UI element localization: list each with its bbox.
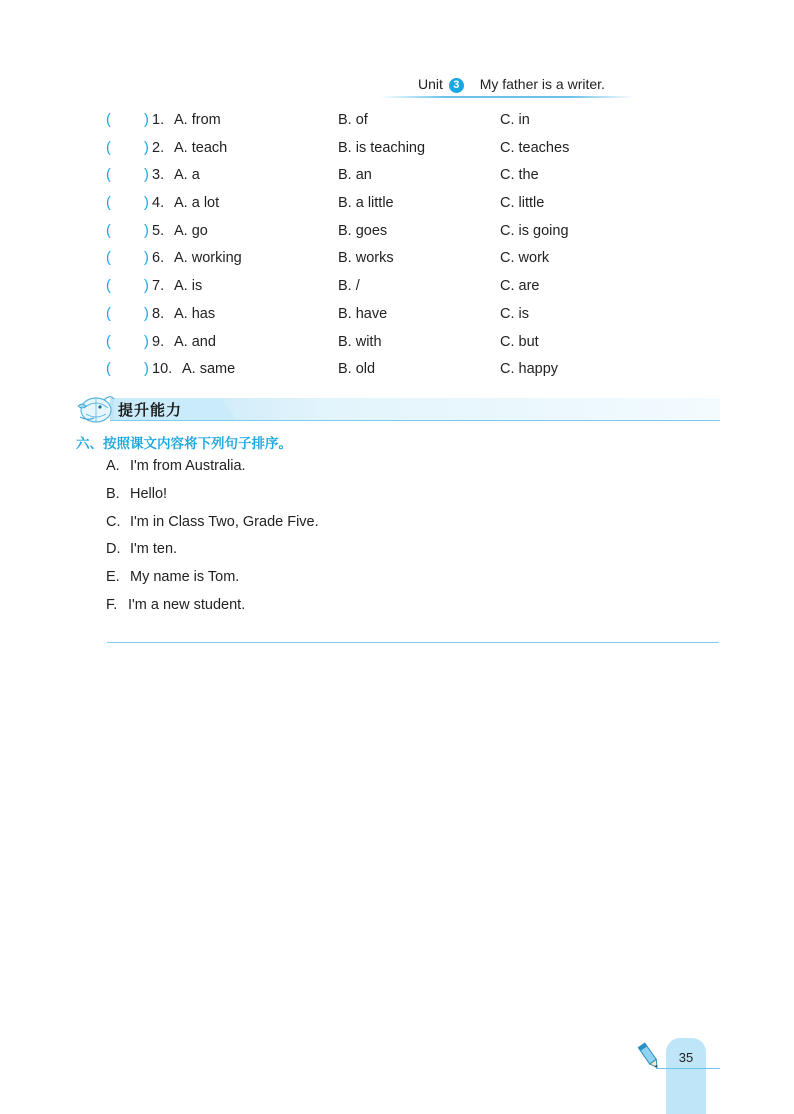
option-b: B. with	[338, 333, 382, 350]
question-number: 9.	[152, 333, 165, 350]
option-b: B. a little	[338, 195, 394, 212]
question-row	[106, 193, 726, 221]
answer-paren-right: )	[144, 167, 149, 184]
sentence-letter: D.	[106, 541, 121, 558]
unit-word: Unit	[418, 76, 443, 92]
question-row	[106, 138, 726, 166]
page-header	[380, 74, 635, 98]
section-title: 提升能力	[118, 401, 183, 419]
option-c: C. are	[500, 278, 540, 295]
option-b: B. an	[338, 167, 372, 184]
question-row	[106, 276, 726, 304]
sentence-text: I'm a new student.	[128, 596, 246, 613]
question-number: 6.	[152, 250, 165, 267]
answer-paren-left: (	[106, 333, 111, 350]
question-number: 1.	[152, 112, 165, 128]
option-a: A. is	[174, 278, 203, 295]
answer-paren-left: (	[106, 361, 111, 378]
unit-title: My father is a writer.	[479, 76, 605, 92]
question-number: 7.	[152, 278, 165, 295]
question-row	[106, 248, 726, 276]
footer-rule	[656, 1068, 720, 1069]
answer-paren-left: (	[106, 305, 111, 322]
option-a: A. from	[174, 112, 221, 128]
sentence-text: Hello!	[130, 485, 168, 502]
question-number: 3.	[152, 167, 165, 184]
option-a: A. has	[174, 305, 216, 322]
option-c: C. work	[500, 250, 550, 267]
option-c: C. is going	[500, 222, 569, 239]
sentence-letter: F.	[106, 596, 118, 613]
option-b: B. /	[338, 278, 360, 295]
option-c: C. but	[500, 333, 539, 350]
unit-number-badge: 3	[449, 78, 464, 93]
sentence-letter: B.	[106, 485, 120, 502]
answer-paren-left: (	[106, 222, 111, 239]
option-c: C. is	[500, 305, 529, 322]
sentence-letter: E.	[106, 569, 120, 586]
answer-line	[107, 642, 719, 643]
answer-paren-left: (	[106, 195, 111, 212]
option-b: B. goes	[338, 222, 388, 239]
option-b: B. have	[338, 305, 388, 322]
sentence-text: I'm in Class Two, Grade Five.	[130, 513, 319, 530]
option-b: B. of	[338, 112, 368, 128]
list-item	[106, 458, 319, 486]
exercise-instruction: 六、按照课文内容将下列句子排序。	[76, 436, 292, 452]
question-number: 2.	[152, 139, 165, 156]
sentence-list	[106, 458, 319, 625]
sentence-text: My name is Tom.	[130, 569, 240, 586]
option-a: A. a lot	[174, 195, 220, 212]
option-a: A. working	[174, 250, 242, 267]
answer-paren-right: )	[144, 333, 149, 350]
answer-paren-left: (	[106, 278, 111, 295]
answer-paren-left: (	[106, 139, 111, 156]
answer-paren-left: (	[106, 112, 111, 128]
option-a: A. a	[174, 167, 200, 184]
list-item	[106, 486, 319, 514]
header-rule	[380, 96, 635, 98]
answer-paren-left: (	[106, 250, 111, 267]
option-c: C. teaches	[500, 139, 570, 156]
option-b: B. is teaching	[338, 139, 426, 156]
sentence-letter: A.	[106, 458, 120, 474]
sentence-letter: C.	[106, 513, 121, 530]
option-a: A. and	[174, 333, 216, 350]
page-number: 35	[678, 1050, 694, 1065]
question-row	[106, 332, 726, 360]
sentence-text: I'm from Australia.	[130, 458, 246, 474]
list-item	[106, 597, 319, 625]
option-c: C. the	[500, 167, 539, 184]
option-b: B. works	[338, 250, 394, 267]
globe-fish-icon	[74, 390, 120, 424]
unit-heading	[418, 76, 605, 93]
answer-paren-right: )	[144, 278, 149, 295]
answer-paren-left: (	[106, 167, 111, 184]
option-a: A. go	[174, 222, 208, 239]
option-a: A. same	[182, 361, 236, 378]
answer-paren-right: )	[144, 112, 149, 128]
answer-paren-right: )	[144, 139, 149, 156]
question-row	[106, 165, 726, 193]
option-a: A. teach	[174, 139, 228, 156]
answer-paren-right: )	[144, 222, 149, 239]
sentence-text: I'm ten.	[130, 541, 178, 558]
section-banner	[74, 390, 720, 422]
answer-paren-right: )	[144, 305, 149, 322]
list-item	[106, 541, 319, 569]
option-c: C. little	[500, 195, 545, 212]
question-row	[106, 221, 726, 249]
answer-paren-right: )	[144, 195, 149, 212]
choice-questions	[106, 110, 726, 387]
question-number: 5.	[152, 222, 165, 239]
question-row	[106, 304, 726, 332]
question-row	[106, 110, 726, 138]
question-number: 10.	[152, 361, 173, 378]
question-number: 8.	[152, 305, 165, 322]
answer-paren-right: )	[144, 250, 149, 267]
question-row	[106, 359, 726, 387]
list-item	[106, 569, 319, 597]
pencil-icon	[636, 1040, 662, 1072]
option-b: B. old	[338, 361, 376, 378]
answer-paren-right: )	[144, 361, 149, 378]
list-item	[106, 514, 319, 542]
question-number: 4.	[152, 195, 165, 212]
option-c: C. happy	[500, 361, 559, 378]
option-c: C. in	[500, 112, 530, 128]
